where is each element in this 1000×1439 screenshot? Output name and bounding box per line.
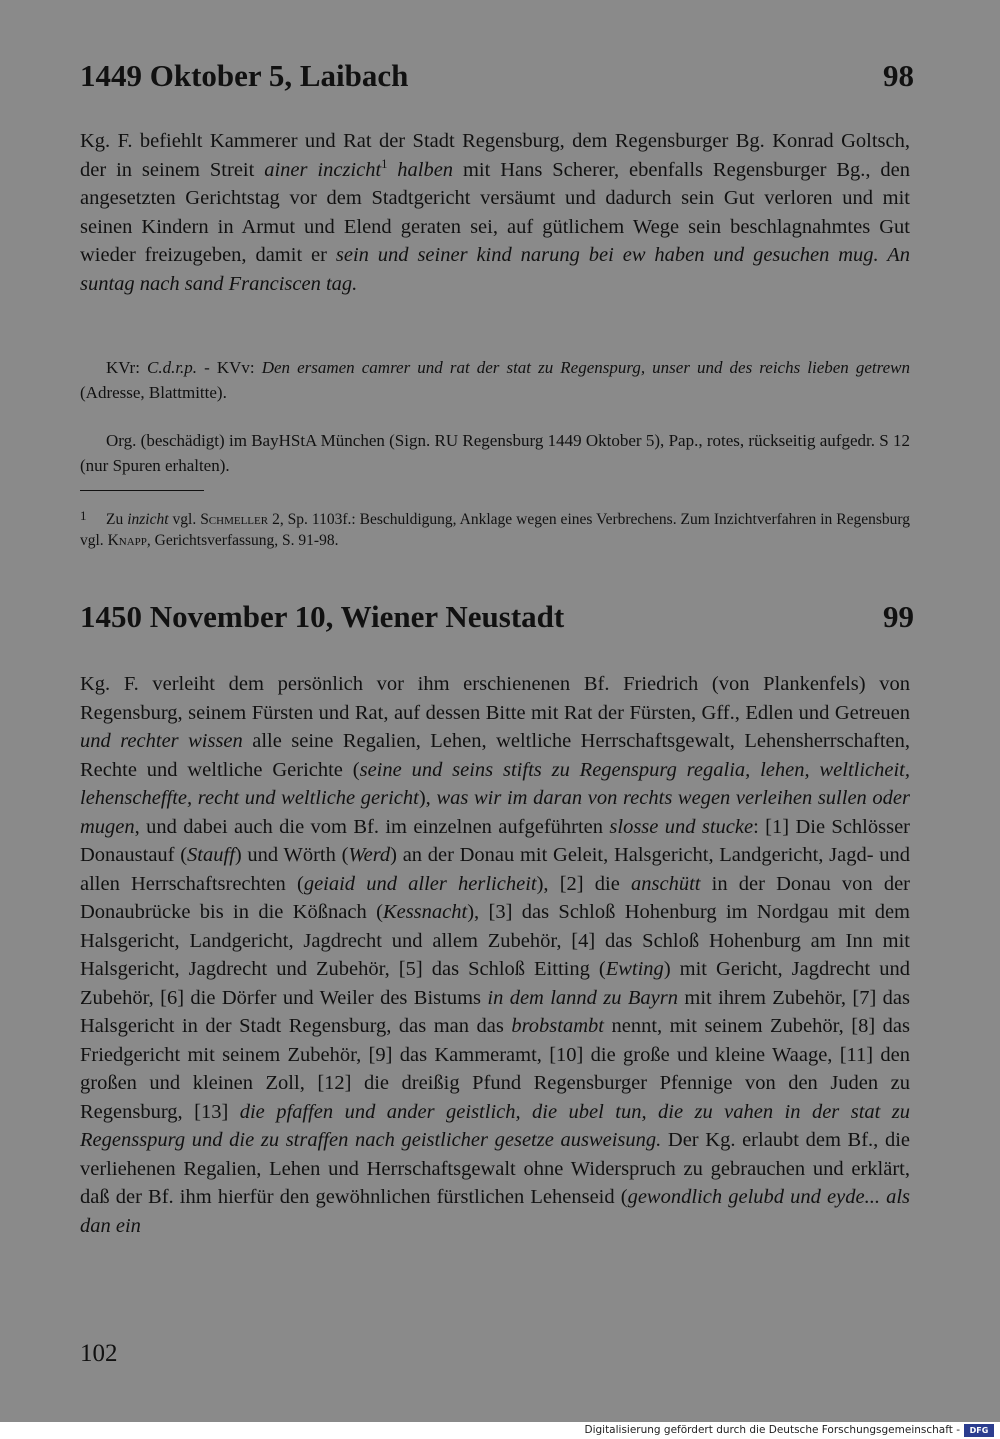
heading-date-place: 1449 Oktober 5, Laibach xyxy=(80,58,409,93)
body-quote: Werd xyxy=(348,844,391,866)
footnote-author: Knapp xyxy=(107,532,147,549)
body-text: ), [2] die xyxy=(536,872,631,895)
kv-quote: Den ersamen camrer und rat der stat zu Regenspurg, unser und des reichs lieben getrewn xyxy=(261,358,910,377)
body-text: in der Donau von der Donaubrücke bis in die Kößnach ( xyxy=(80,872,911,923)
summary-quote: sein und seiner kind narung bei ew haben und gesuchen mug. An suntag nach sand Franciscen tag. xyxy=(80,244,910,295)
endorsement-note xyxy=(80,355,910,405)
body-text: , und dabei auch die vom Bf. im einzelnen aufgeführten xyxy=(134,815,610,838)
body-quote: die pfaffen und ander geistlich, die ubel tun, die zu vahen in der stat zu Regensspurg und die zu straffen nach geistlicher gesetze ausweisung. xyxy=(80,1100,910,1151)
body-quote: anschütt xyxy=(631,872,701,895)
regest-summary xyxy=(80,127,910,298)
body-text: alle seine Regalien, Lehen, weltliche Herrschaftsgewalt, Lehensherrschaften, Rechte und weltliche Gerichte ( xyxy=(80,730,910,781)
body-text: nennt, mit seinem Zubehör, [8] das Friedgericht mit seinem Zubehör, [9] das Kammeramt, [10] die große und kleine Waage, [11] den großen und kleinen Zoll, [12] die dreißig Pfund Regensburger Pfennige von den Juden zu Regensburg, [13] xyxy=(80,1015,910,1123)
footnote-author: Schmeller xyxy=(200,511,269,528)
kv-text: KVr: xyxy=(106,358,147,377)
body-text: : [1] Die Schlösser Donaustauf ( xyxy=(80,815,910,866)
body-text: Der Kg. erlaubt dem Bf., die verliehenen Regalien, Lehen und Herrschaftsgewalt ohne Widerspruch zu gebrauchen und erklärt, daß der Bf. ihm hierfür den gewöhnlichen fürstlichen Lehenseid ( xyxy=(80,1129,910,1208)
body-quote: was wir im daran von rechts wegen verleihen sullen oder mugen xyxy=(80,787,911,838)
summary-quote: ainer inczicht xyxy=(264,158,382,181)
footnote-reference: 1 xyxy=(381,156,388,171)
heading-date-place: 1450 November 10, Wiener Neustadt xyxy=(80,599,565,634)
footnote-number: 1 xyxy=(80,508,87,523)
body-text: ), xyxy=(418,787,437,809)
body-quote: in dem lannd zu Bayrn xyxy=(487,986,678,1009)
body-quote: Stauff xyxy=(187,844,235,866)
body-quote: und rechter wissen xyxy=(80,730,243,752)
document-heading-99 xyxy=(80,597,914,637)
dfg-logo: DFG xyxy=(964,1424,994,1437)
body-quote: Ewting xyxy=(605,958,664,980)
footnote-text xyxy=(80,509,910,551)
summary-quote: halben xyxy=(387,158,454,181)
kv-text: - KVv: xyxy=(197,358,262,377)
body-text: mit ihrem Zubehör, [7] das Halsgericht in der Stadt Regensburg, das man das xyxy=(80,986,911,1037)
page-number: 102 xyxy=(80,1340,118,1367)
body-quote: seine und seins stifts zu Regenspurg regalia, lehen, weltlicheit, lehenscheffte, recht und weltliche gericht xyxy=(80,758,910,809)
footnote-quote: inzicht xyxy=(127,511,169,528)
regest-body xyxy=(80,670,910,1240)
kv-text: (Adresse, Blattmitte). xyxy=(80,383,227,402)
body-quote: geiaid und aller herlicheit xyxy=(303,872,537,895)
body-quote: gewondlich gelubd und eyde... als dan ein xyxy=(80,1186,911,1237)
document-number: 98 xyxy=(883,58,914,93)
digitization-footer xyxy=(0,1422,1000,1439)
footnote-span: vgl. xyxy=(168,511,201,528)
body-text: ), [3] das Schloß Hohenburg im Nordgau mit dem Halsgericht, Landgericht, Jagdrecht und allem Zubehör, [4] das Schloß Hohenburg am Inn mit Halsgericht, Jagdrecht und Zubehör, [5] das Schloß Eitting ( xyxy=(80,901,910,980)
footnote-span: , Gerichtsverfassung, S. 91-98. xyxy=(146,532,339,549)
kv-quote: C.d.r.p. xyxy=(146,358,198,377)
body-quote: slosse und stucke xyxy=(609,815,754,838)
summary-text: Kg. F. befiehlt Kammerer und Rat der Stadt Regensburg, dem Regensburger Bg. Konrad Goltsch, der in seinem Streit xyxy=(80,130,910,181)
body-text: ) mit Gericht, Jagdrecht und Zubehör, [6] die Dörfer und Weiler des Bistums xyxy=(80,958,910,1009)
document-number: 99 xyxy=(883,599,914,634)
funding-credit: Digitalisierung gefördert durch die Deutsche Forschungsgemeinschaft - xyxy=(584,1424,960,1436)
summary-text: mit Hans Scherer, ebenfalls Regensburger Bg., den angesetzten Gerichtstag vor dem Stadtgericht versäumt und dadurch sein Gut verloren und mit seinen Kindern in Armut und Elend geraten sei, auf gütlichem Wege sein beschlagnahmtes Gut wieder freizugeben, damit er xyxy=(80,158,911,266)
body-quote: Kessnacht xyxy=(382,901,468,923)
body-text: ) und Wörth ( xyxy=(234,844,349,866)
footnote-span: 2, Sp. 1103f.: Beschuldigung, Anklage wegen eines Verbrechens. Zum Inzichtverfahren in Regensburg vgl. xyxy=(80,511,910,549)
body-text: ) an der Donau mit Geleit, Halsgericht, Landgericht, Jagd- und allen Herrschaftsrechten ( xyxy=(80,844,910,895)
body-quote: brobstambt xyxy=(511,1015,604,1037)
footnote-divider xyxy=(80,490,204,491)
body-text: Kg. F. verleiht dem persönlich vor ihm erschienenen Bf. Friedrich (von Plankenfels) von Regensburg, seinem Fürsten und Rat, auf dessen Bitte mit Rat der Fürsten, Gff., Edlen und Getreuen xyxy=(80,673,910,724)
document-heading-98 xyxy=(80,56,914,96)
footnote-span: Zu xyxy=(106,511,128,528)
provenance-note: Org. (beschädigt) im BayHStA München (Sign. RU Regensburg 1449 Oktober 5), Pap., rotes, rückseitig aufgedr. S 12 (nur Spuren erhalten). xyxy=(80,431,910,475)
